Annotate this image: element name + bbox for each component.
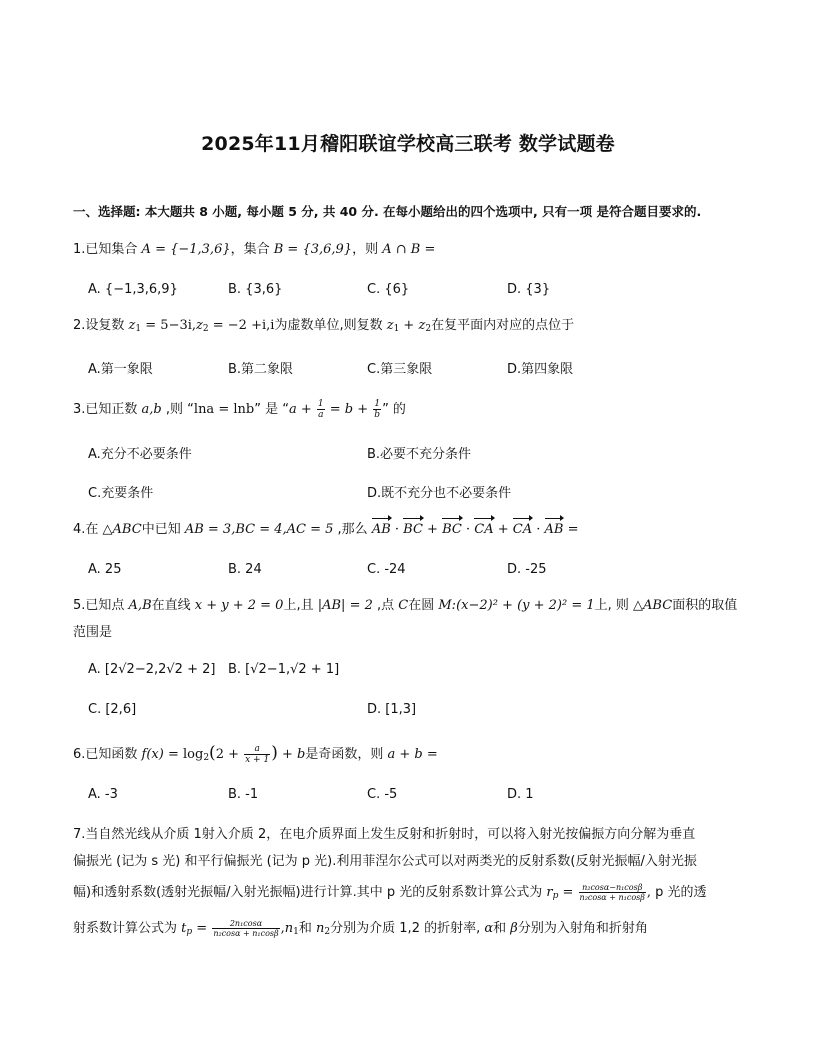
question-3: 3.已知正数 a,b ,则 “lna = lnb” 是 “a + $\frac{1}{a}$ = b + $\frac{1}{b}$ ” 的 (73, 399, 406, 420)
q6-option-d: D. 1 (507, 787, 534, 802)
q3-option-b: B.必要不充分条件 (367, 447, 472, 462)
q5-option-d: D. [1,3] (367, 702, 417, 717)
q3-option-a: A.充分不必要条件 (88, 447, 192, 462)
question-7-line3: 幅)和透射系数(透射光振幅/入射光振幅)进行计算.其中 p 光的反射系数计算公式为 $r_p$ = $\frac{\text{n₂cosα−n₁cosβ}}{\text{n₂cosα + n₁cosβ}}$ , p 光的透 (73, 883, 707, 902)
q4-option-c: C. -24 (367, 562, 406, 577)
question-7: 7.当自然光线从介质 1射入介质 2，在电介质界面上发生反射和折射时，可以将入射光按偏振方向分解为垂直 (73, 827, 696, 842)
question-7-line4: 射系数计算公式为 $t_p$ = $\frac{\text{2n₁cosα}}{\text{n₂cosα + n₁cosβ}}$ $,n_1$和 $n_2$分别为介质 1,2 的折射率, α和 β分别为入射角和折射角 (73, 919, 648, 938)
page-title: 2025年11月稽阳联谊学校高三联考 数学试题卷 (201, 133, 615, 155)
q4-option-d: D. -25 (507, 562, 547, 577)
question-1: 1.已知集合 A = {−1,3,6}，集合 B = {3,6,9}，则 A ∩ B = (73, 242, 436, 257)
q2-option-d: D.第四象限 (507, 362, 574, 377)
q4-option-b: B. 24 (228, 562, 262, 577)
question-5-line2: 范围是 (73, 625, 113, 640)
q1-option-d: D. {3} (507, 282, 551, 297)
q4-option-a: A. 25 (88, 562, 122, 577)
q5-option-b: B. [√2−1,√2 + 1] (228, 662, 340, 677)
q2-option-c: C.第三象限 (367, 362, 433, 377)
question-7-line2: 偏振光 (记为 s 光) 和平行偏振光 (记为 p 光).利用菲涅尔公式可以对两类光的反射系数(反射光振幅/入射光振 (73, 854, 697, 869)
section-heading: 一、选择题: 本大题共 8 小题, 每小题 5 分, 共 40 分. 在每小题给出的四个选项中, 只有一项 是符合题目要求的. (73, 204, 702, 219)
q3-option-c: C.充要条件 (88, 486, 154, 501)
q2-option-b: B.第二象限 (228, 362, 294, 377)
question-2: 2.设复数 $z_1 = 5-3i,z_2 = -2 +i,i$为虚数单位,则复数 $z_1 + z_2$在复平面内对应的点位于 (73, 318, 575, 334)
q6-option-c: C. -5 (367, 787, 398, 802)
q5-option-c: C. [2,6] (88, 702, 137, 717)
question-4: 4.在 △ABC中已知 AB = 3,BC = 4,AC = 5 ,那么 AB · BC + BC · CA + CA · AB = (73, 517, 753, 543)
q1-option-b: B. {3,6} (228, 282, 283, 297)
question-5: 5.已知点 A,B在直线 x + y + 2 = 0上,且 |AB| = 2 ,点 C在圆 M:(x−2)² + (y + 2)² = 1上, 则 △ABC面积的取值 (73, 598, 738, 613)
q2-option-a: A.第一象限 (88, 362, 153, 377)
q5-option-a: A. [2√2−2,2√2 + 2] (88, 662, 216, 677)
question-6: 6.已知函数 $f(x) = \log_2(2$ + $\frac{a}{x + 1}$ ) + b是奇函数，则 a + b = (73, 743, 438, 765)
q1-option-c: C. {6} (367, 282, 410, 297)
q6-option-a: A. -3 (88, 787, 118, 802)
q6-option-b: B. -1 (228, 787, 259, 802)
q1-option-a: A. {−1,3,6,9} (88, 282, 178, 297)
q3-option-d: D.既不充分也不必要条件 (367, 486, 512, 501)
